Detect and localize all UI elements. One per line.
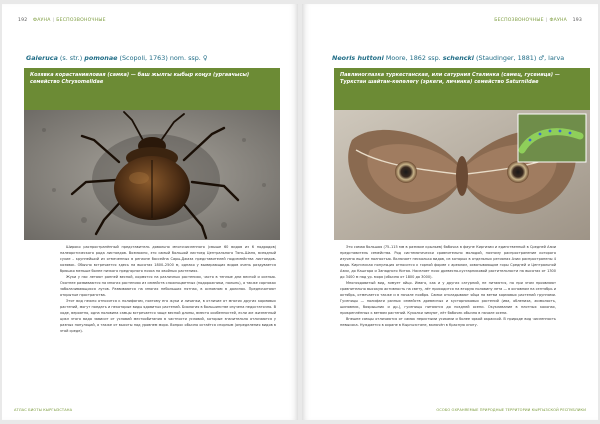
left-page (2, 4, 298, 420)
right-page (302, 4, 598, 420)
species-author: (Scopoli, 1763) nom. ssp. ♀ (117, 54, 208, 62)
footer-left: АТЛАС БИОТЫ КЫРГЫЗСТАНА (14, 408, 73, 412)
subsection-label: БЕСПОЗВОНОЧНЫЕ (56, 18, 106, 23)
paragraph: Это самая большая (75–115 мм в размахе крыльев) бабочка в фауне Киргизии и единственный в Средней Азии представитель семейства. Род систематически сравнительно молодой, поэтому распространение которого изучено ещё не полностью. Включает несколько видов, из которых в отдельных регионах Азии распространены 4 вида. Киргизская популяция относится к горной форме с ареалом, охватывающим горы Средней и Центральной Азии, до Кашгара и Западного Китая. Населяет пояс древесно-кустарниковой растительности на высотах от 1300 до 3400 м над ур. моря (обычно от 1800 до 3000). (340, 245, 556, 279)
species-description (340, 244, 556, 328)
section-label: ФАУНА (549, 18, 567, 23)
paragraph: Внешне самцы отличаются от самок перистыми усиками и более яркой окраской. В природе вид численность невысока. Нуждается в охране в Кыргызстане, включён в Красную книгу. (340, 317, 556, 327)
species-common-name-box (24, 68, 280, 110)
section-label: ФАУНА (33, 18, 51, 23)
paragraph: Этот вид нежно относится к полифагам, поэтому его жуки и личинки, в отличие от многих других кормовых растений, могут поедать и некоторые виды ядовитых растений. Биология в большинстве изучена недостаточно. В ходе, вероятно, одна половина самцы встречается чаще весной длины, вместо особенностей, если же жизненный цикл этого вида зависит от условий местообитания в частности условий, которые значительно отличаются у разных популяций, а также от высоты над уровнем моря. Вопрос обычно остаётся спорным (определения видов в этой среде). (60, 299, 276, 333)
moth-photo (334, 110, 590, 240)
beetle-photo (24, 110, 280, 240)
running-header-right: БЕСПОЗВОНОЧНЫЕ | ФАУНА 193 (494, 18, 582, 23)
footer-right: ОСОБО ОХРАНЯЕМЫЕ ПРИРОДНЫЕ ТЕРРИТОРИИ КЫРГЫЗСКОЙ РЕСПУБЛИКИ (436, 408, 586, 412)
species-common-name-box (334, 68, 590, 110)
paragraph: Многоядовитый вид, зимует яйцо. Имаго, как и у других сатурний, не питаются, но при этом проявляют сравнительно высокую активность на свету, лёт приходится на вторую половину лета — в основном на сентябрь и октябрь, отмечается также и в начале ноября. Самки откладывают яйца на ветви кормовых растений группами. Гусеницы — полифаги разных семейств древесных и кустарниковых растений (ива, облепиха, жимолость, шиповник, боярышник и др.), гусеницы питаются до поздней осени. Окукливание в плотных коконах, прикреплённых к ветвям растений. Куколки зимуют, лёт бабочек обычно в начале осени. (340, 281, 556, 315)
common-name-text: Козявка корастанииловая (самка) — баш жылгы кыбыр коңуз (ургаачысы) семейство Chrysomelidae (30, 72, 250, 86)
running-header-left: 192 ФАУНА | БЕСПОЗВОНОЧНЫЕ (18, 18, 106, 23)
species-genus: Neoris huttoni (332, 54, 384, 62)
species-description (60, 244, 276, 334)
paragraph: Жуки у нас летают ранней весной, кормятся на различных растениях, часто в теплые дни весной и осенью. Охотнее развиваются на многих растениях из семейств сложноцветных (подорожники, полынь), а также сорняках заболачивающихся лугов. Развиваются на многих небольших пятнах, в основном в долинах. Предпочитают открытые пространства. (60, 275, 276, 297)
species-title: Galeruca (s. str.) pomonae (Scopoli, 1763) nom. ssp. ♀ (26, 54, 208, 62)
species-title: Neoris huttoni Moore, 1862 ssp. schencki (Staudinger, 1881) ♂, larva (332, 54, 565, 62)
species-epithet: pomonae (84, 54, 118, 62)
common-name-text: Павлиноглазка туркестанская, или сатурния Сталинка (самец, гусеница) — Туркстан шайтан-көпөлөгү (эркеги, личинка) семейство Saturniidae (340, 72, 560, 86)
species-author: (Staudinger, 1881) ♂, larva (473, 54, 565, 62)
species-genus: Galeruca (26, 54, 58, 62)
page-number: 193 (572, 18, 582, 23)
subsection-label: БЕСПОЗВОНОЧНЫЕ (494, 18, 544, 23)
page-number: 192 (18, 18, 28, 23)
paragraph: Широко распространённый представитель довольно многочисленного (свыше 60 видов из 6 подродов) палеарктического рода листоедов. Возможно, это самый большой листоед Центрального Тянь-Шаня, всеядный сухие – крупнейший из отмеченных в регионе бассейна Сары-Джаза представителей подсемейства листоедов-козявок. Обычно встречается здесь на высотах 1800–2500 м, однако у вымирающих видов очень раздувается брюшко меньше более низкого предгорного пояса на хвойных растениях. (60, 245, 276, 273)
species-subspecies: schencki (442, 54, 474, 62)
